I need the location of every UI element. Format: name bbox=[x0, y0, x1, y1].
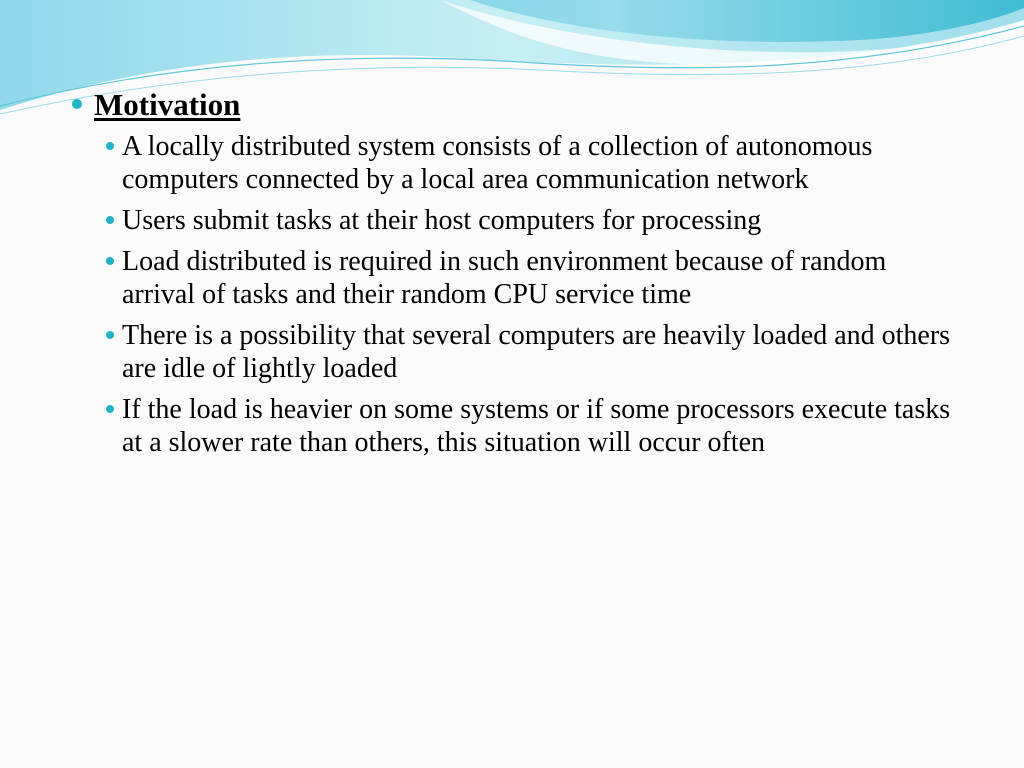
bullet-text: If the load is heavier on some systems or if some processors execute tasks at a slower rate than others, this situation will occur often bbox=[122, 394, 951, 458]
slide-content bbox=[72, 86, 972, 467]
bullet-text: A locally distributed system consists of a collection of autonomous computers connected by a local area communication network bbox=[122, 131, 873, 195]
bullet-text: Load distributed is required in such environment because of random arrival of tasks and their random CPU service time bbox=[122, 246, 887, 310]
slide-heading: Motivation bbox=[94, 87, 241, 122]
heading-row bbox=[72, 86, 972, 124]
bullet-dot-icon bbox=[106, 331, 114, 339]
list-item bbox=[106, 393, 972, 459]
bullet-text: There is a possibility that several computers are heavily loaded and others are idle of lightly loaded bbox=[122, 320, 951, 384]
list-item bbox=[106, 245, 972, 311]
bullet-dot-icon bbox=[72, 99, 82, 109]
list-item bbox=[106, 319, 972, 385]
bullet-dot-icon bbox=[106, 257, 114, 265]
bullet-list bbox=[72, 130, 972, 459]
bullet-dot-icon bbox=[106, 142, 114, 150]
bullet-dot-icon bbox=[106, 405, 114, 413]
list-item bbox=[106, 204, 972, 237]
list-item bbox=[106, 130, 972, 196]
bullet-dot-icon bbox=[106, 216, 114, 224]
bullet-text: Users submit tasks at their host computers for processing bbox=[122, 205, 762, 236]
